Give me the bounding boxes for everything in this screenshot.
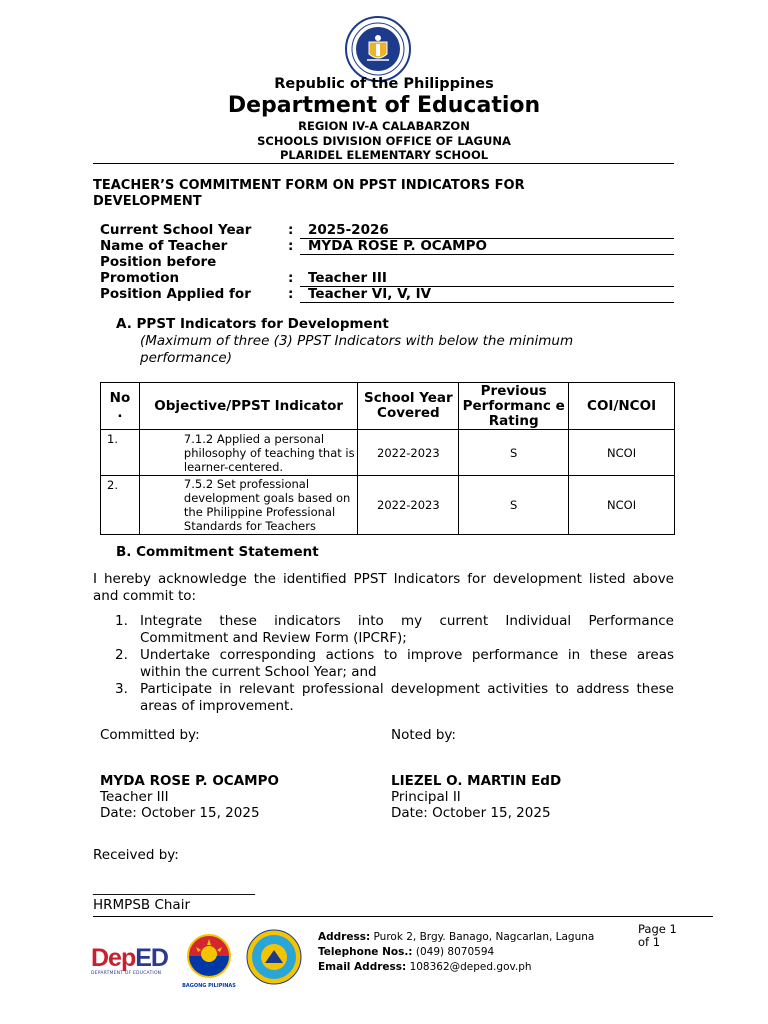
list-item: Integrate these indicators into my current Individual Performance Commitment and Review Form (IPCRF); xyxy=(140,613,674,646)
committed-by-label: Committed by: xyxy=(100,727,200,743)
info-value-position-before: Teacher III xyxy=(300,271,674,287)
footer-phone: Telephone Nos.: (049) 8070594 xyxy=(318,946,495,958)
header-school: PLARIDEL ELEMENTARY SCHOOL xyxy=(279,148,489,162)
info-value-teacher: MYDA ROSE P. OCAMPO xyxy=(300,239,674,255)
deped-logo: DepED DEPARTMENT OF EDUCATION xyxy=(91,944,168,976)
row-indicator: 7.5.2 Set professional development goals based on the Philippine Professional Standards for Teachers xyxy=(139,476,358,535)
row-year: 2022-2023 xyxy=(358,476,459,535)
committed-name: MYDA ROSE P. OCAMPO xyxy=(100,773,279,789)
list-item-number: 3. xyxy=(115,681,128,697)
table-row xyxy=(101,476,675,535)
school-seal-logo xyxy=(245,928,303,986)
row-number: 1. xyxy=(101,430,140,476)
col-header-indicator: Objective/PPST Indicator xyxy=(139,383,358,430)
footer-email: Email Address: 108362@deped.gov.ph xyxy=(318,961,532,973)
info-label-position-before: Position before xyxy=(100,254,217,270)
table-header-row xyxy=(101,383,675,430)
received-role: HRMPSB Chair xyxy=(93,897,190,913)
info-label-teacher: Name of Teacher xyxy=(100,238,228,254)
deped-seal-logo xyxy=(345,16,411,82)
commitment-intro: I hereby acknowledge the identified PPST Indicators for development listed above and commit to: xyxy=(93,571,674,604)
row-coi: NCOI xyxy=(569,430,675,476)
info-value-position-applied: Teacher VI, V, IV xyxy=(300,287,674,303)
info-colon: : xyxy=(288,270,294,286)
col-header-rating: Previous Performanc e Rating xyxy=(459,383,569,430)
row-rating: S xyxy=(459,430,569,476)
list-item-number: 2. xyxy=(115,647,128,663)
noted-position: Principal II xyxy=(391,789,461,805)
footer-address: Address: Purok 2, Brgy. Banago, Nagcarlan, Laguna xyxy=(318,931,595,943)
row-coi: NCOI xyxy=(569,476,675,535)
header-division: SCHOOLS DIVISION OFFICE OF LAGUNA xyxy=(257,134,511,148)
committed-date: Date: October 15, 2025 xyxy=(100,805,260,821)
info-value-school-year: 2025-2026 xyxy=(300,223,674,239)
row-number: 2. xyxy=(101,476,140,535)
row-rating: S xyxy=(459,476,569,535)
header-divider xyxy=(93,163,674,164)
ppst-table xyxy=(100,382,675,535)
bagong-pilipinas-logo: BAGONG PILIPINAS xyxy=(180,933,238,987)
info-colon: : xyxy=(288,222,294,238)
signature-line: ________________________ xyxy=(93,880,255,896)
col-header-coi: COI/NCOI xyxy=(569,383,675,430)
form-title: TEACHER’S COMMITMENT FORM ON PPST INDICATORS FOR DEVELOPMENT xyxy=(93,178,525,209)
received-by-label: Received by: xyxy=(93,847,179,863)
table-row xyxy=(101,430,675,476)
list-item: Participate in relevant professional development activities to address these areas of improvement. xyxy=(140,681,674,714)
noted-by-label: Noted by: xyxy=(391,727,456,743)
list-item: Undertake corresponding actions to improve performance in these areas within the current School Year; and xyxy=(140,647,674,680)
col-header-year: School Year Covered xyxy=(358,383,459,430)
info-colon: : xyxy=(288,286,294,302)
committed-position: Teacher III xyxy=(100,789,169,805)
list-item-number: 1. xyxy=(115,613,128,629)
info-label-promotion: Promotion xyxy=(100,270,180,286)
section-b-heading: B. Commitment Statement xyxy=(116,544,319,560)
info-label-school-year: Current School Year xyxy=(100,222,252,238)
section-a-note: (Maximum of three (3) PPST Indicators with below the minimum performance) xyxy=(140,333,574,366)
row-year: 2022-2023 xyxy=(358,430,459,476)
info-colon: : xyxy=(288,238,294,254)
noted-date: Date: October 15, 2025 xyxy=(391,805,551,821)
header-republic: Republic of the Philippines xyxy=(274,76,494,92)
noted-name: LIEZEL O. MARTIN EdD xyxy=(391,773,562,789)
info-label-position-applied: Position Applied for xyxy=(100,286,251,302)
header-region: REGION IV-A CALABARZON xyxy=(298,119,470,133)
footer-divider xyxy=(93,916,713,917)
header-department: Department of Education xyxy=(227,93,541,118)
section-a-heading: A. PPST Indicators for Development xyxy=(116,316,389,332)
col-header-no: No . xyxy=(101,383,140,430)
row-indicator: 7.1.2 Applied a personal philosophy of teaching that is learner-centered. xyxy=(139,430,358,476)
page-number: Page 1 of 1 xyxy=(638,922,677,949)
